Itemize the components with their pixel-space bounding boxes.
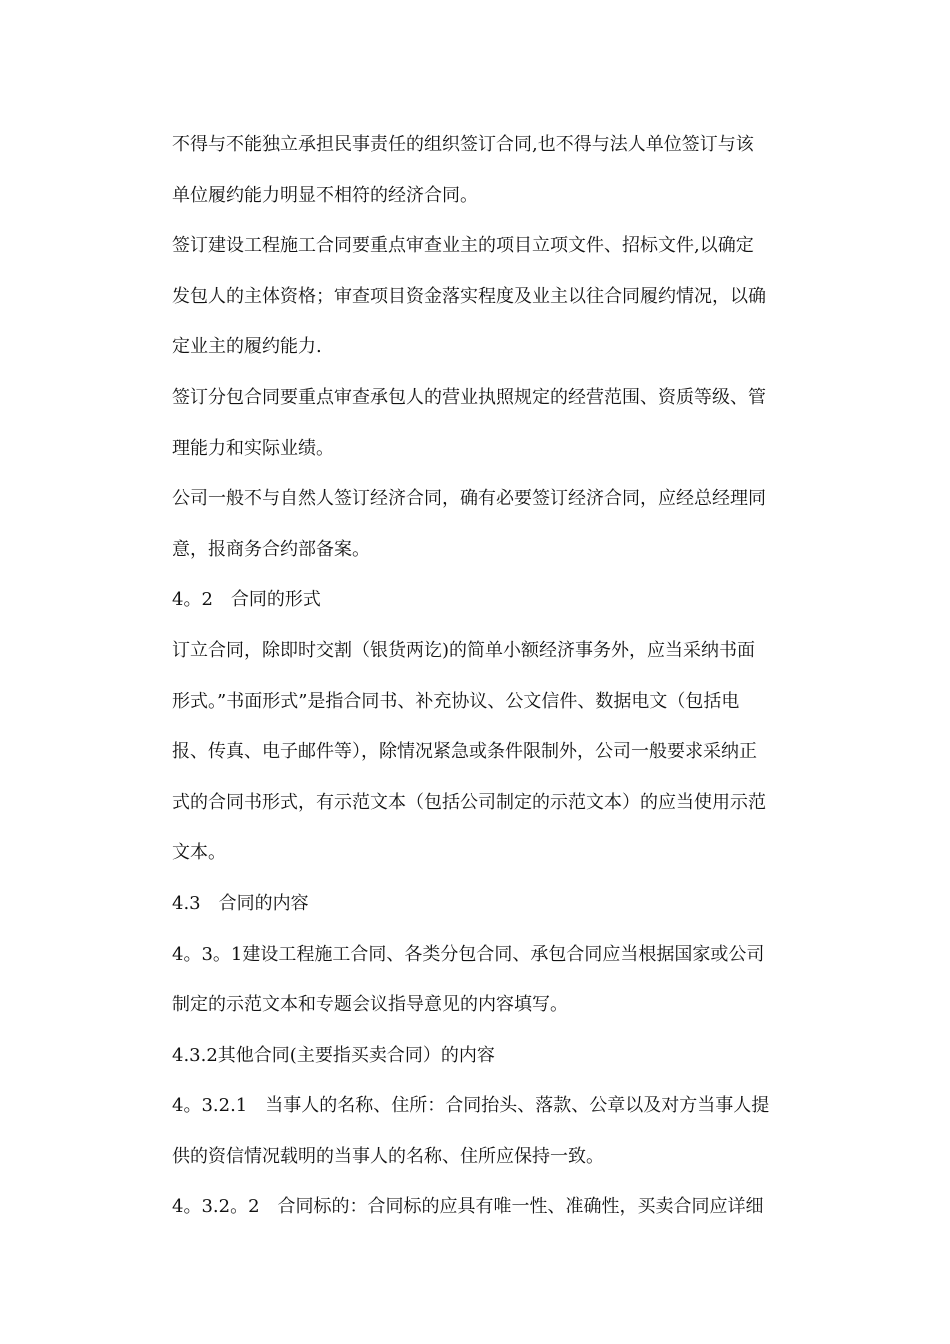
body-line: 式的合同书形式，有示范文本（包括公司制定的示范文本）的应当使用示范: [172, 791, 766, 813]
body-line: 供的资信情况载明的当事人的名称、住所应保持一致。: [172, 1145, 604, 1167]
body-line: 4。3.2.1 当事人的名称、住所：合同抬头、落款、公章以及对方当事人提: [172, 1095, 770, 1117]
body-line: 发包人的主体资格；审查项目资金落实程度及业主以往合同履约情况，以确: [172, 285, 766, 307]
section-heading: 4.3 合同的内容: [172, 892, 309, 914]
body-line: 形式。”书面形式”是指合同书、补充协议、公文信件、数据电文（包括电: [172, 690, 740, 712]
subsection-heading: 4.3.2其他合同(主要指买卖合同）的内容: [172, 1044, 495, 1066]
body-line: 签订分包合同要重点审查承包人的营业执照规定的经营范围、资质等级、管: [172, 386, 766, 408]
body-line: 单位履约能力明显不相符的经济合同。: [172, 184, 478, 206]
body-line: 制定的示范文本和专题会议指导意见的内容填写。: [172, 994, 568, 1016]
body-line: 理能力和实际业绩。: [172, 437, 334, 459]
body-line: 定业主的履约能力.: [172, 336, 322, 358]
document-body: [172, 120, 812, 1233]
body-line: 4。3。1建设工程施工合同、各类分包合同、承包合同应当根据国家或公司: [172, 943, 765, 965]
body-line: 公司一般不与自然人签订经济合同，确有必要签订经济合同，应经总经理同: [172, 488, 766, 510]
body-line: 文本。: [172, 842, 226, 864]
body-line: 报、传真、电子邮件等），除情况紧急或条件限制外，公司一般要求采纳正: [172, 741, 757, 763]
body-line: 签订建设工程施工合同要重点审查业主的项目立项文件、招标文件,以确定: [172, 235, 754, 257]
body-line: 订立合同，除即时交割（银货两讫)的简单小额经济事务外，应当采纳书面: [172, 639, 756, 661]
body-line: 不得与不能独立承担民事责任的组织签订合同,也不得与法人单位签订与该: [172, 134, 754, 155]
section-heading: 4。2 合同的形式: [172, 589, 321, 611]
body-line: 4。3.2。2 合同标的：合同标的应具有唯一性、准确性，买卖合同应详细: [172, 1196, 764, 1218]
body-line: 意，报商务合约部备案。: [172, 538, 370, 560]
